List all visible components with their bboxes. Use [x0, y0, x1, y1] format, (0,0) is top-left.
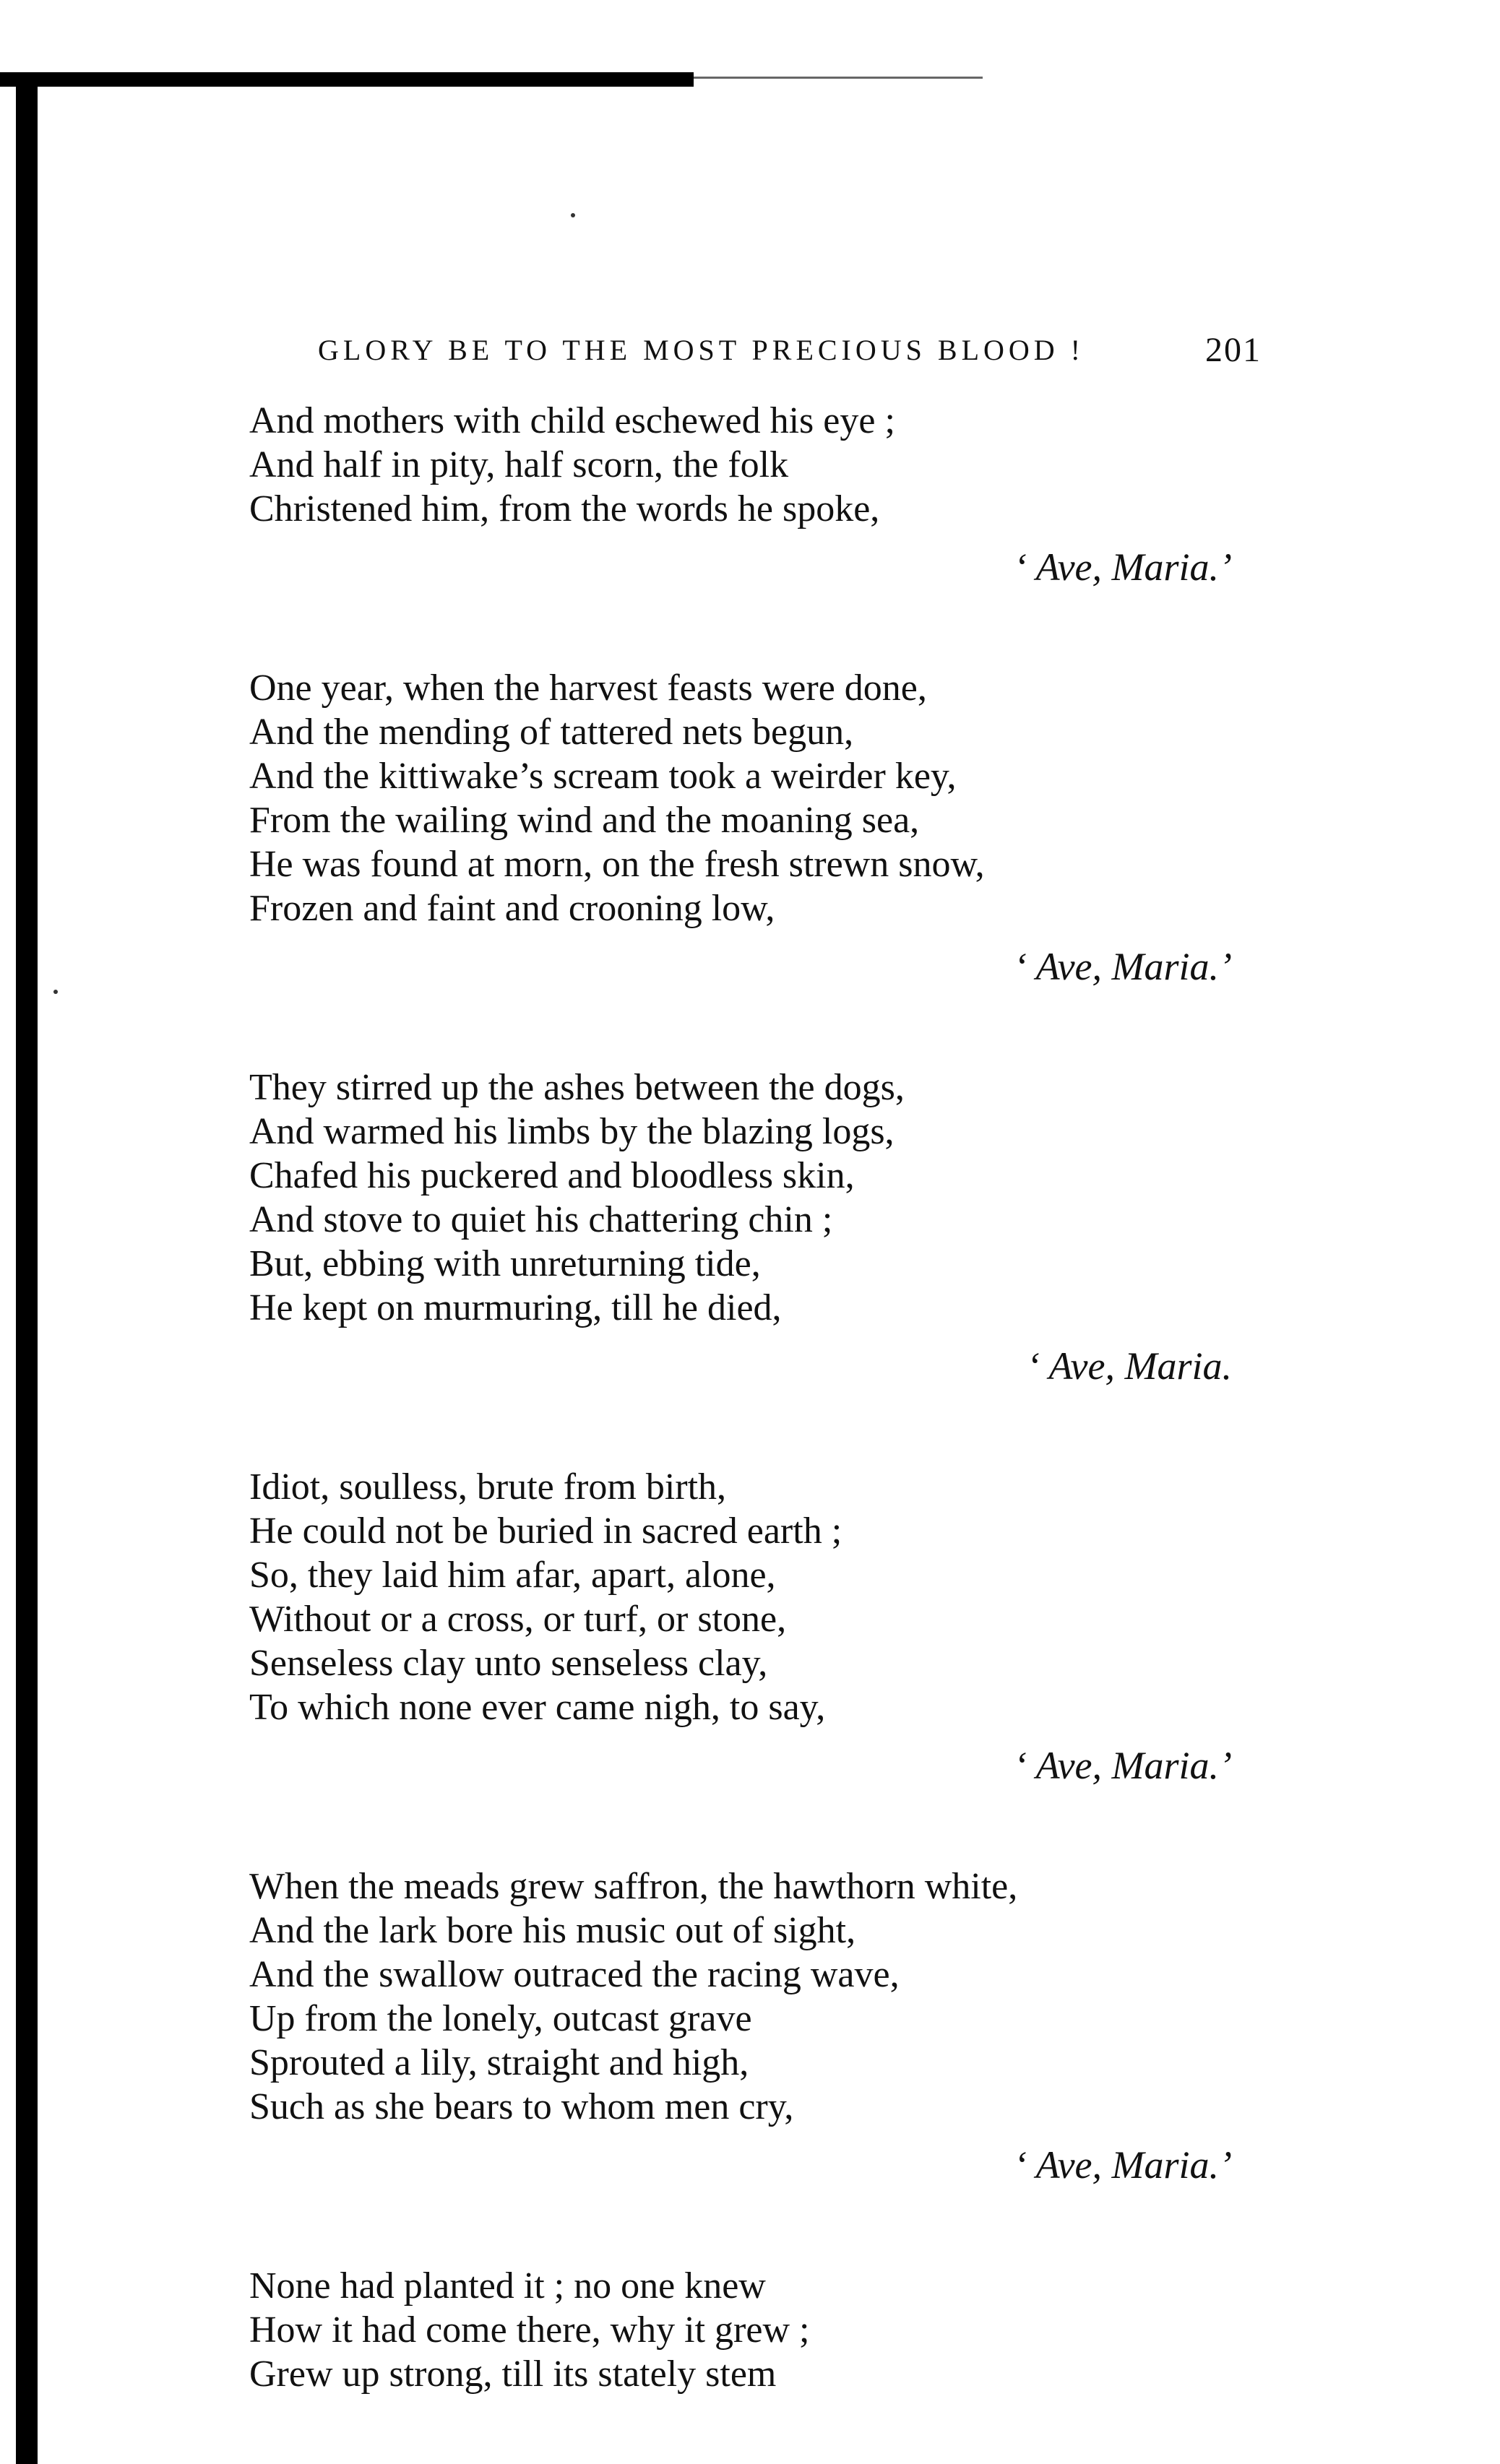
stanza	[249, 1465, 1275, 1788]
verse-line: Without or a cross, or turf, or stone,	[249, 1599, 787, 1640]
stanza	[249, 1065, 1275, 1388]
poem-body	[249, 399, 1275, 2396]
stanza-break	[249, 2187, 1275, 2264]
page-number: 201	[1205, 331, 1262, 369]
verse-line: And half in pity, half scorn, the folk	[249, 444, 789, 485]
verse-line: And warmed his limbs by the blazing logs,	[249, 1111, 895, 1152]
refrain-ave-maria: ‘ Ave, Maria.’	[1014, 945, 1232, 988]
verse-line: Grew up strong, till its stately stem	[249, 2353, 777, 2395]
verse-line: He kept on murmuring, till he died,	[249, 1287, 782, 1328]
top-rule	[0, 72, 694, 87]
refrain-ave-maria: ‘ Ave, Maria.	[1027, 1344, 1232, 1388]
running-head	[318, 329, 1286, 372]
page-binding-edge	[16, 87, 38, 2464]
stanza	[249, 399, 1275, 589]
verse-line: Chafed his puckered and bloodless skin,	[249, 1155, 855, 1196]
stanza-break	[249, 589, 1275, 666]
verse-line: And the kittiwake’s scream took a weirder key,	[249, 756, 957, 797]
verse-line: Idiot, soulless, brute from birth,	[249, 1466, 727, 1508]
verse-line: He could not be buried in sacred earth ;	[249, 1510, 842, 1552]
refrain-ave-maria: ‘ Ave, Maria.’	[1014, 545, 1232, 589]
verse-line: And the swallow outraced the racing wave,	[249, 1954, 900, 1995]
verse-line: But, ebbing with unreturning tide,	[249, 1243, 761, 1284]
verse-line: Senseless clay unto senseless clay,	[249, 1643, 768, 1684]
running-title: GLORY BE TO THE MOST PRECIOUS BLOOD !	[318, 334, 1085, 366]
verse-line: To which none ever came nigh, to say,	[249, 1687, 826, 1728]
verse-line: Frozen and faint and crooning low,	[249, 888, 775, 929]
stanza-break	[249, 1788, 1275, 1864]
print-speck	[53, 990, 58, 994]
verse-line: Up from the lonely, outcast grave	[249, 1998, 752, 2039]
verse-line: So, they laid him afar, apart, alone,	[249, 1555, 776, 1596]
verse-line: And mothers with child eschewed his eye ;	[249, 400, 895, 441]
verse-line: Christened him, from the words he spoke,	[249, 488, 880, 529]
verse-line: When the meads grew saffron, the hawthorn white,	[249, 1866, 1018, 1907]
stanza-break	[249, 989, 1275, 1065]
verse-line: How it had come there, why it grew ;	[249, 2309, 810, 2351]
refrain-ave-maria: ‘ Ave, Maria.’	[1014, 2143, 1232, 2187]
refrain-ave-maria: ‘ Ave, Maria.’	[1014, 1744, 1232, 1787]
print-speck	[571, 213, 575, 217]
verse-line: They stirred up the ashes between the dogs,	[249, 1067, 905, 1108]
verse-line: He was found at morn, on the fresh strewn snow,	[249, 844, 985, 885]
stanza	[249, 2264, 1275, 2396]
verse-line: Sprouted a lily, straight and high,	[249, 2042, 749, 2083]
verse-line: Such as she bears to whom men cry,	[249, 2086, 794, 2127]
top-rule-fade	[694, 77, 983, 79]
verse-line: And the lark bore his music out of sight,	[249, 1910, 856, 1951]
verse-line: And the mending of tattered nets begun,	[249, 712, 854, 753]
stanza-break	[249, 1388, 1275, 1465]
verse-line: None had planted it ; no one knew	[249, 2265, 766, 2307]
verse-line: One year, when the harvest feasts were done,	[249, 667, 927, 709]
stanza	[249, 666, 1275, 989]
stanza	[249, 1864, 1275, 2187]
verse-line: And stove to quiet his chattering chin ;	[249, 1199, 833, 1240]
verse-line: From the wailing wind and the moaning sea,	[249, 800, 920, 841]
